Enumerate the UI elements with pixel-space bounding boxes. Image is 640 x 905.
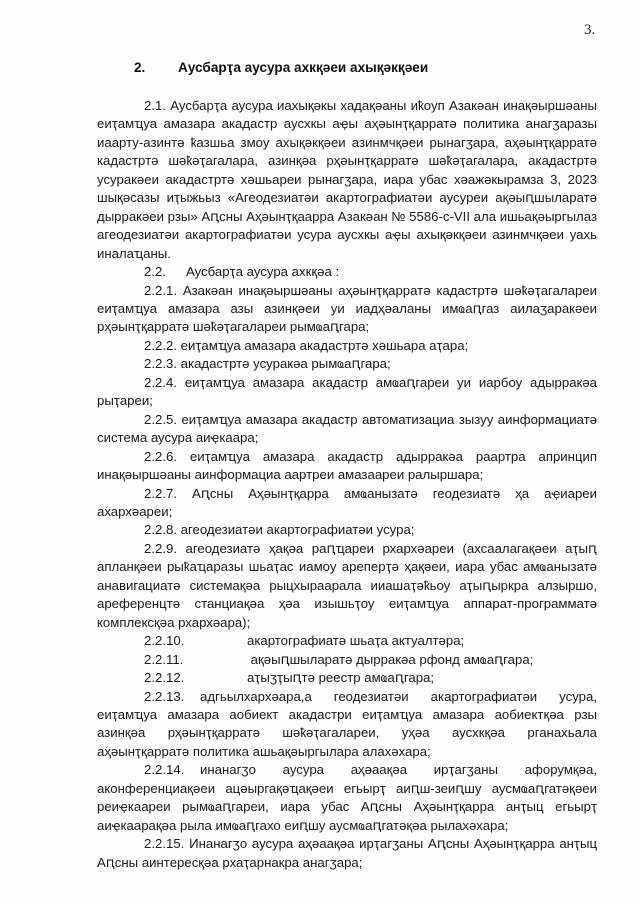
item-number: 2.2.7. bbox=[144, 485, 177, 501]
item-number: 2.2.14. bbox=[144, 762, 185, 778]
item-text: акартографиатә шьаҭа актуалтәра; bbox=[247, 633, 465, 649]
section-heading bbox=[134, 60, 428, 75]
list-item-2-2-6 bbox=[97, 448, 597, 485]
item-number: 2.2.8. bbox=[144, 522, 177, 538]
list-item-2-2-5 bbox=[97, 411, 597, 448]
item-number: 2.2.11. bbox=[144, 651, 184, 667]
item-number: 2.2.1. bbox=[144, 282, 177, 298]
item-text: агеодезиатә ҳақәа раԥҵареи рхархәареи (ахсаалагақәеи аҭыԥ апланқәеи рыҟаҵаразы шьаҭас иамоу ареперҭә ҳақәеи, иара убас амҩанызатә анавигациатә системақәа рыцхыраарала ииашаҭәҟьоу аҭыԥыркра алзыршо, ареференцтә станциақәа ҳәа изышьҭоу еиҭамҵуа аппарат-программатә комплексқәа рхархәара); bbox=[97, 540, 597, 630]
item-text: еиҭамҵуа амазара акадастртә хәшьара аҭара; bbox=[180, 337, 469, 353]
paragraph-text: Аусбарҭа аусура ахкқәа : bbox=[186, 264, 340, 280]
item-number: 2.2.2. bbox=[144, 337, 177, 353]
paragraph-2-1 bbox=[97, 97, 597, 263]
item-number: 2.2.3. bbox=[144, 356, 177, 372]
list-item-2-2-13 bbox=[97, 688, 597, 762]
item-number: 2.2.15. bbox=[144, 836, 185, 852]
item-text: инанагӡо аусура аҳәаақәа ирҭагӡаны афорумқәа, аконференциақәеи ацәыргақәҵақәеи егьырҭ аиԥш-зеиԥшу аусмҩаԥгатәқәеи реиҿкаареи рымҩаԥгареи, иара убас Аԥсны Аҳәынҭқарра анҭыц егьырҭ аиҿкаарақәа рыла имҩаԥгахо еиԥшу аусмҩаԥгатәқәа рылахәхара; bbox=[97, 762, 597, 833]
list-item-2-2-10 bbox=[97, 632, 597, 650]
list-item-2-2-7 bbox=[97, 485, 597, 522]
paragraph-number: 2.2. bbox=[144, 264, 166, 280]
list-item-2-2-2 bbox=[97, 337, 597, 355]
item-text: Азакәан инақәыршәаны аҳәынҭқарратә кадастртә шәҟәҭагалареи еиҭамҵуа амазара азы азинқәеи уи иадҳәаланы имҩаԥгаз аилаӡаракәеи рҳәынҭқарратә шәҟәҭагалареи рымҩаԥгара; bbox=[97, 282, 597, 335]
item-text: агеодезиатәи акартографиатәи усура; bbox=[180, 522, 415, 538]
item-number: 2.2.4. bbox=[144, 374, 177, 390]
paragraph-number: 2.1. bbox=[144, 98, 166, 113]
item-number: 2.2.10. bbox=[144, 633, 185, 649]
item-number: 2.2.6. bbox=[144, 448, 177, 464]
section-number: 2. bbox=[134, 60, 146, 75]
list-item-2-2-9 bbox=[97, 540, 597, 632]
item-text: акадастртә усуракәа рымҩаԥгара; bbox=[180, 356, 391, 372]
page-number: 3. bbox=[584, 22, 596, 38]
item-text: еиҭамҵуа амазара акадастр амҩаԥгареи уи иарбоу адырракәа рыҭареи; bbox=[97, 374, 597, 409]
item-number: 2.2.13. bbox=[144, 688, 185, 704]
item-number: 2.2.9. bbox=[144, 540, 177, 556]
item-text: Инанагӡо аусура аҳәаақәа ирҭагӡаны Аԥсны Аҳәынҭқарра анҭыц Аԥсны аинтересқәа рхаҭарнакра анагӡара; bbox=[97, 836, 598, 870]
list-item-2-2-15 bbox=[97, 835, 597, 872]
list-item-2-2-14 bbox=[97, 761, 597, 835]
item-number: 2.2.12. bbox=[144, 670, 185, 686]
section-title: Аусбарҭа аусура ахкқәеи ахықәкқәеи bbox=[178, 60, 429, 75]
item-number: 2.2.5. bbox=[144, 411, 177, 427]
item-text: ақәыԥшыларатә дырракәа рфонд амҩаԥгара; bbox=[247, 651, 534, 667]
paragraph-text: Аусбарҭа аусура иахықәкы хадақәаны иҟоуп Азакәан инақәыршәаны еиҭамҵуа амазара акадастр аусхкы аҿы аҳәынҭқарратә политика анагӡаразы иаарту-азинтә ҟазшьа змоу ахықәкқәеи азинмчқәеи рынагӡара, аҳәынҭқарратә кадастртә шәҟәҭагалара, азинқәа рҳәынҭқарратә шәҟәҭагалара, акадастртә усуракәеи акадастртә хәшьареи рынагӡара, иара убас хәажәкырамза 3, 2023 шықәсазы иҭыжьыз «Агеодезиатәи акартографиатәи аусуреи ақәыԥшыларатә дырракәеи рзы» Аԥсны Аҳәынҭқаарра Азакәан № 5586-с-VII ала ишьақәыргылаз агеодезиатәи акартографиатәи усура аусхкы аҿы ахықәкқәеи азинмчқәеи уахь иналаҵаны. bbox=[97, 98, 597, 261]
list-item-2-2-12 bbox=[97, 669, 597, 687]
document-body bbox=[97, 97, 597, 872]
item-text: еиҭамҵуа амазара акадастр адырракәа раартра апринцип инақәыршәаны аинформациа аартреи амазаареи ралыршара; bbox=[97, 448, 598, 483]
item-text: еиҭамҵуа амазара акадастр автоматизациа зызуу аинформациатә система аусура аиҿкаара; bbox=[97, 411, 597, 446]
item-text: аҭыӡҭыԥтә реестр амҩаԥгара; bbox=[247, 670, 435, 686]
list-item-2-2-3 bbox=[97, 355, 597, 373]
list-item-2-2-8 bbox=[97, 521, 597, 539]
item-text: адгьылхархәара,а геодезиатәи акартографиатәи усура, еиҭамҵуа амазара аобиект акадастри еиҭамҵуа амазара аобиектқәа рзы азинқәа рҳәынҭқарратә шәҟәҭагалареи, уҳәа аусхкқәа рганахьала аҳәынҭқарратә политика ашьақәыргылара алахәхара; bbox=[97, 688, 597, 759]
list-item-2-2-11 bbox=[97, 651, 597, 669]
list-item-2-2-4 bbox=[97, 374, 597, 411]
list-item-2-2-1 bbox=[97, 282, 597, 337]
paragraph-2-2 bbox=[97, 263, 597, 281]
item-text: Аԥсны Аҳәынҭқарра амҩанызатә геодезиатә ҳа аҿиареи ахархәареи; bbox=[97, 485, 598, 519]
